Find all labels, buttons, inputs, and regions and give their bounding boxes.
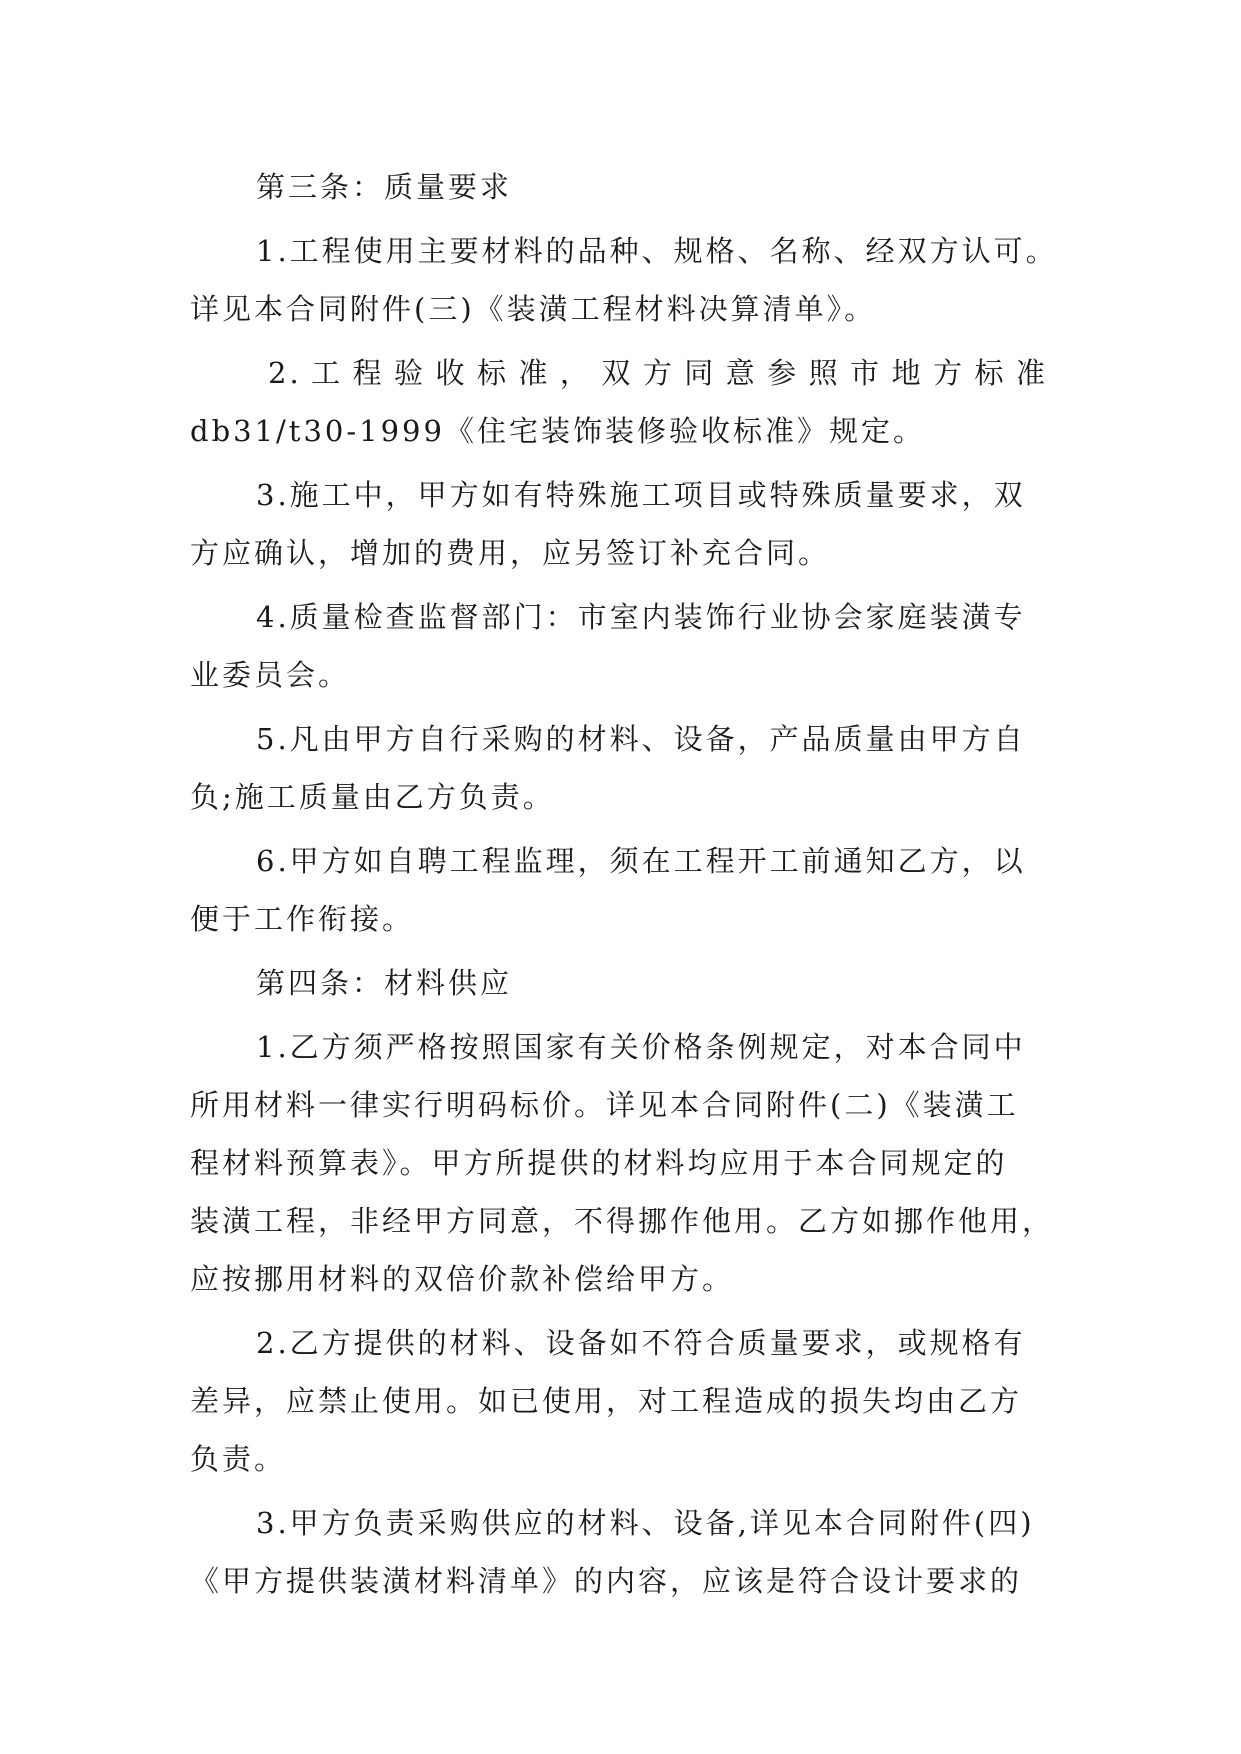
paragraph-line: 便于工作衔接。 [190, 902, 415, 936]
paragraph-line: 5.凡由甲方自行采购的材料、设备，产品质量由甲方自 [256, 722, 1026, 756]
paragraph-line: 差异，应禁止使用。如已使用，对工程造成的损失均由乙方 [190, 1384, 1023, 1418]
paragraph-line: 业委员会。 [190, 658, 351, 692]
paragraph-line: 1.工程使用主要材料的品种、规格、名称、经双方认可。 [256, 234, 1058, 268]
section-heading-article-3: 第三条：质量要求 [256, 170, 513, 204]
paragraph-line: 程材料预算表》。甲方所提供的材料均应用于本合同规定的 [190, 1146, 1008, 1180]
paragraph-line: 3.甲方负责采购供应的材料、设备,详见本合同附件(四) [256, 1506, 1035, 1540]
paragraph-line: 1.乙方须严格按照国家有关价格条例规定，对本合同中 [256, 1030, 1026, 1064]
paragraph-line: 4.质量检查监督部门：市室内装饰行业协会家庭装潢专 [256, 600, 1026, 634]
paragraph-line: 详见本合同附件(三)《装潢工程材料决算清单》。 [190, 292, 877, 326]
paragraph-line: 装潢工程，非经甲方同意，不得挪作他用。乙方如挪作他用， [190, 1204, 1055, 1238]
paragraph-line: 6.甲方如自聘工程监理，须在工程开工前通知乙方，以 [256, 844, 1026, 878]
paragraph-line: 3.施工中，甲方如有特殊施工项目或特殊质量要求，双 [256, 478, 1026, 512]
paragraph-line: 《甲方提供装潢材料清单》的内容，应该是符合设计要求的 [190, 1564, 1023, 1598]
paragraph-line: 2.乙方提供的材料、设备如不符合质量要求，或规格有 [256, 1326, 1026, 1360]
section-heading-article-4: 第四条：材料供应 [256, 966, 513, 1000]
document-body [190, 158, 1058, 1610]
paragraph-line: 2.工程验收标准，双方同意参照市地方标准 [268, 356, 1048, 390]
paragraph-line: 所用材料一律实行明码标价。详见本合同附件(二)《装潢工 [190, 1088, 1019, 1122]
paragraph-line: db31/t30-1999《住宅装饰装修验收标准》规定。 [190, 414, 925, 448]
paragraph-line: 负责。 [190, 1442, 287, 1476]
paragraph-line: 负;施工质量由乙方负责。 [190, 780, 555, 814]
paragraph-line: 方应确认，增加的费用，应另签订补充合同。 [190, 536, 831, 570]
paragraph-line: 应按挪用材料的双倍价款补偿给甲方。 [190, 1262, 735, 1296]
